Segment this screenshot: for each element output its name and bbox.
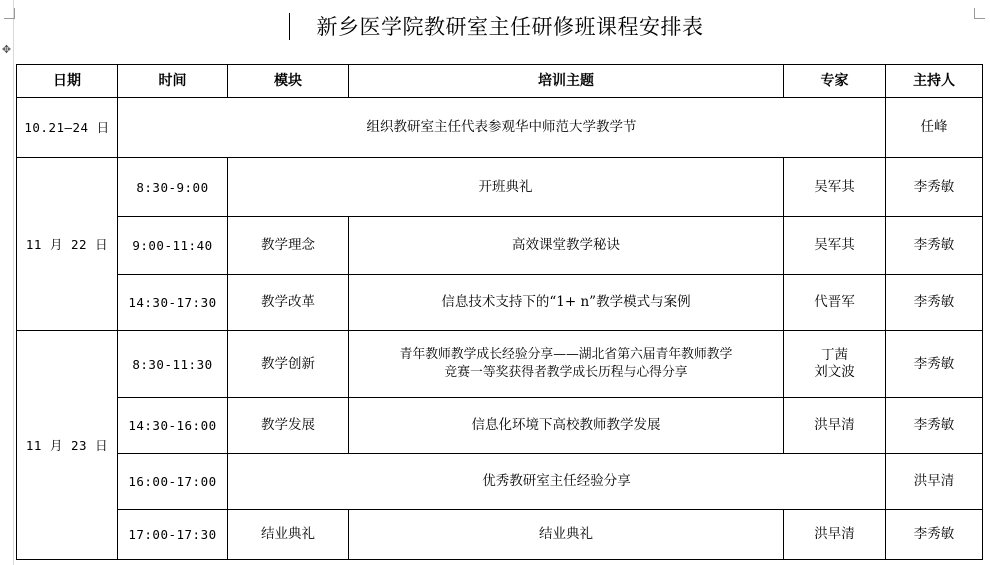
cell-topic: 信息化环境下高校教师教学发展	[349, 398, 784, 454]
header-module: 模块	[228, 65, 349, 98]
header-time: 时间	[118, 65, 228, 98]
expert-name: 刘文波	[814, 364, 855, 380]
cell-module: 结业典礼	[228, 510, 349, 560]
cell-module: 教学理念	[228, 217, 349, 275]
cell-expert: 吴军其	[784, 217, 886, 275]
cell-time: 16:00-17:00	[118, 454, 228, 510]
cell-module: 教学创新	[228, 331, 349, 398]
table-header-row	[17, 65, 983, 98]
cell-module: 教学改革	[228, 275, 349, 331]
cell-host: 李秀敏	[886, 275, 983, 331]
header-topic: 培训主题	[349, 65, 784, 98]
cell-expert: 代晋军	[784, 275, 886, 331]
cell-expert: 吴军其	[784, 158, 886, 217]
table-row	[17, 510, 983, 560]
cell-expert	[784, 331, 886, 398]
cell-time: 14:30-16:00	[118, 398, 228, 454]
cell-topic: 信息技术支持下的“1+ n”教学模式与案例	[349, 275, 784, 331]
cell-host: 李秀敏	[886, 158, 983, 217]
cell-time: 17:00-17:30	[118, 510, 228, 560]
table-row	[17, 98, 983, 158]
margin-corner-mark	[974, 8, 985, 19]
table-row	[17, 217, 983, 275]
cell-host: 李秀敏	[886, 510, 983, 560]
margin-corner-mark	[4, 8, 15, 19]
page-margin-line	[13, 0, 14, 565]
header-expert: 专家	[784, 65, 886, 98]
cell-topic: 结业典礼	[349, 510, 784, 560]
table-row	[17, 275, 983, 331]
cell-time: 14:30-17:30	[118, 275, 228, 331]
table-move-handle-icon[interactable]: ✥	[1, 43, 12, 56]
cell-time: 9:00-11:40	[118, 217, 228, 275]
table-row	[17, 331, 983, 398]
expert-name: 丁茜	[821, 347, 848, 363]
cell-host: 洪早清	[886, 454, 983, 510]
schedule-table	[16, 64, 983, 560]
cell-host: 李秀敏	[886, 217, 983, 275]
text-cursor	[289, 13, 290, 40]
cell-date: 11 月 22 日	[17, 158, 118, 331]
cell-time: 8:30-11:30	[118, 331, 228, 398]
cell-topic: 优秀教研室主任经验分享	[228, 454, 886, 510]
header-host: 主持人	[886, 65, 983, 98]
cell-host: 任峰	[886, 98, 983, 158]
cell-topic-line: 竞赛一等奖获得者教学成长历程与心得分享	[444, 365, 688, 380]
cell-expert: 洪早清	[784, 510, 886, 560]
cell-topic	[349, 331, 784, 398]
cell-topic: 开班典礼	[228, 158, 784, 217]
cell-host: 李秀敏	[886, 398, 983, 454]
header-date: 日期	[17, 65, 118, 98]
cell-host: 李秀敏	[886, 331, 983, 398]
cell-time: 8:30-9:00	[118, 158, 228, 217]
table-row	[17, 158, 983, 217]
cell-topic: 组织教研室主任代表参观华中师范大学教学节	[118, 98, 886, 158]
cell-date: 11 月 23 日	[17, 331, 118, 560]
cell-topic-line: 青年教师教学成长经验分享——湖北省第六届青年教师教学	[399, 347, 733, 362]
cell-topic: 高效课堂教学秘诀	[349, 217, 784, 275]
table-row	[17, 398, 983, 454]
cell-expert: 洪早清	[784, 398, 886, 454]
cell-module: 教学发展	[228, 398, 349, 454]
table-row	[17, 454, 983, 510]
cell-date: 10.21–24 日	[17, 98, 118, 158]
document-title: 新乡医学院教研室主任研修班课程安排表	[316, 15, 704, 39]
